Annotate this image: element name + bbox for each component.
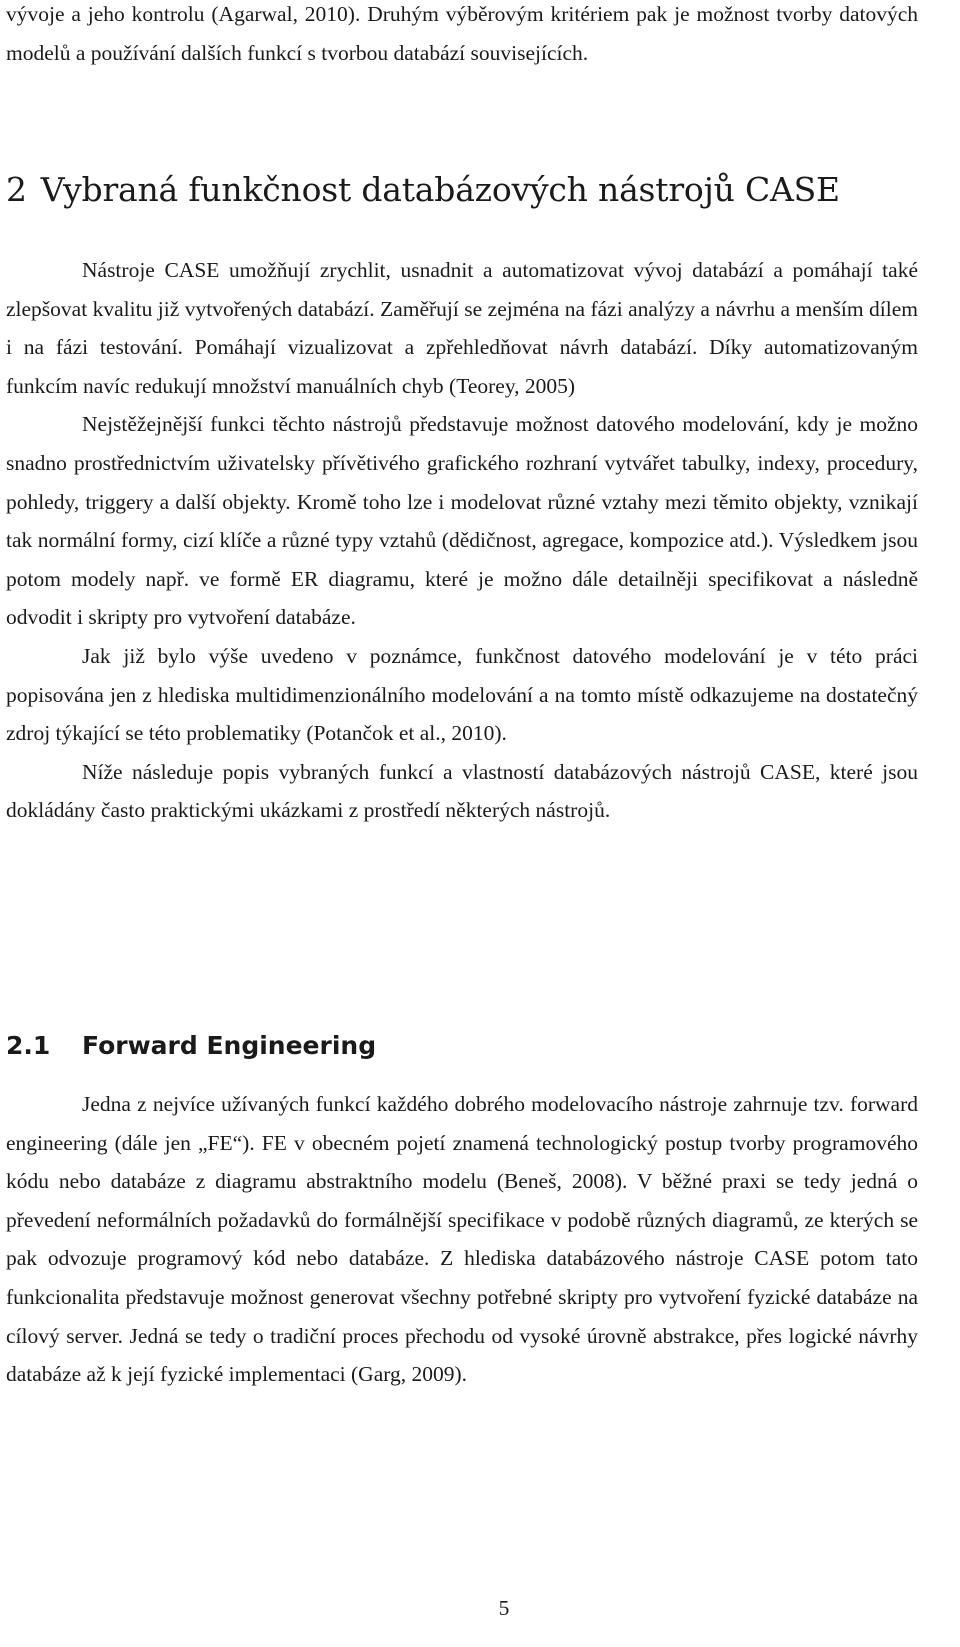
section-body — [6, 251, 918, 830]
page-number: 5 — [498, 1596, 510, 1620]
continued-paragraph: vývoje a jeho kontrolu (Agarwal, 2010). Druhým výběrovým kritériem pak je možnost tvorby datových modelů a používání dalších funkcí s tvorbou databází souvisejících. — [6, 2, 918, 65]
paragraph-case-intro: Nástroje CASE umožňují zrychlit, usnadnit a automatizovat vývoj databází a pomáhají také zlepšovat kvalitu již vytvořených databází. Zaměřují se zejména na fázi analýzy a návrhu a menším dílem i na fázi testování. Pomáhají vizualizovat a zpřehledňovat návrh databází. Díky automatizovaným funkcím navíc redukují množství manuálních chyb (Teorey, 2005) — [6, 258, 918, 398]
paragraph-overview: Níže následuje popis vybraných funkcí a vlastností databázových nástrojů CASE, které jsou dokládány často praktickými ukázkami z prostředí některých nástrojů. — [6, 759, 918, 823]
subsection-body — [6, 1085, 918, 1394]
subsection-title: Forward Engineering — [82, 1031, 377, 1060]
subsection-number: 2.1 — [6, 1031, 51, 1060]
paragraph-data-modeling: Nejstěžejnější funkci těchto nástrojů představuje možnost datového modelování, kdy je možno snadno prostřednictvím uživatelsky přívětivého grafického rozhraní vytvářet tabulky, indexy, procedury, pohledy, triggery a další objekty. Kromě toho lze i modelovat různé vztahy mezi těmito objekty, vznikají tak normální formy, cizí klíče a různé typy vztahů (dědičnost, agregace, kompozice atd.). Výsledkem jsou potom modely např. ve formě ER diagramu, které je možno dále detailněji specifikovat a následně odvodit i skripty pro vytvoření databáze. — [6, 412, 918, 630]
section-number: 2 — [6, 170, 27, 209]
section-heading — [6, 166, 840, 214]
subsection-heading — [6, 1026, 376, 1066]
paragraph-forward-engineering: Jedna z nejvíce užívaných funkcí každého dobrého modelovacího nástroje zahrnuje tzv. forward engineering (dále jen „FE“). FE v obecném pojetí znamená technologický postup tvorby programového kódu nebo databáze z diagramu abstraktního modelu (Beneš, 2008). V běžné praxi se tedy jedná o převedení neformálních požadavků do formálnější specifikace v podobě různých diagramů, ze kterých se pak odvozuje programový kód nebo databáze. Z hlediska databázového nástroje CASE potom tato funkcionalita představuje možnost generovat všechny potřebné skripty pro vytvoření fyzické databáze na cílový server. Jedná se tedy o tradiční proces přechodu od vysoké úrovně abstrakce, přes logické návrhy databáze až k její fyzické implementaci (Garg, 2009). — [6, 1092, 918, 1387]
section-title: Vybraná funkčnost databázových nástrojů CASE — [40, 170, 840, 209]
document-page — [6, 0, 918, 1647]
paragraph-note-reference: Jak již bylo výše uvedeno v poznámce, funkčnost datového modelování je v této práci popisována jen z hlediska multidimenzionálního modelování a na tomto místě odkazujeme na dostatečný zdroj týkající se této problematiky (Potančok et al., 2010). — [6, 643, 918, 746]
